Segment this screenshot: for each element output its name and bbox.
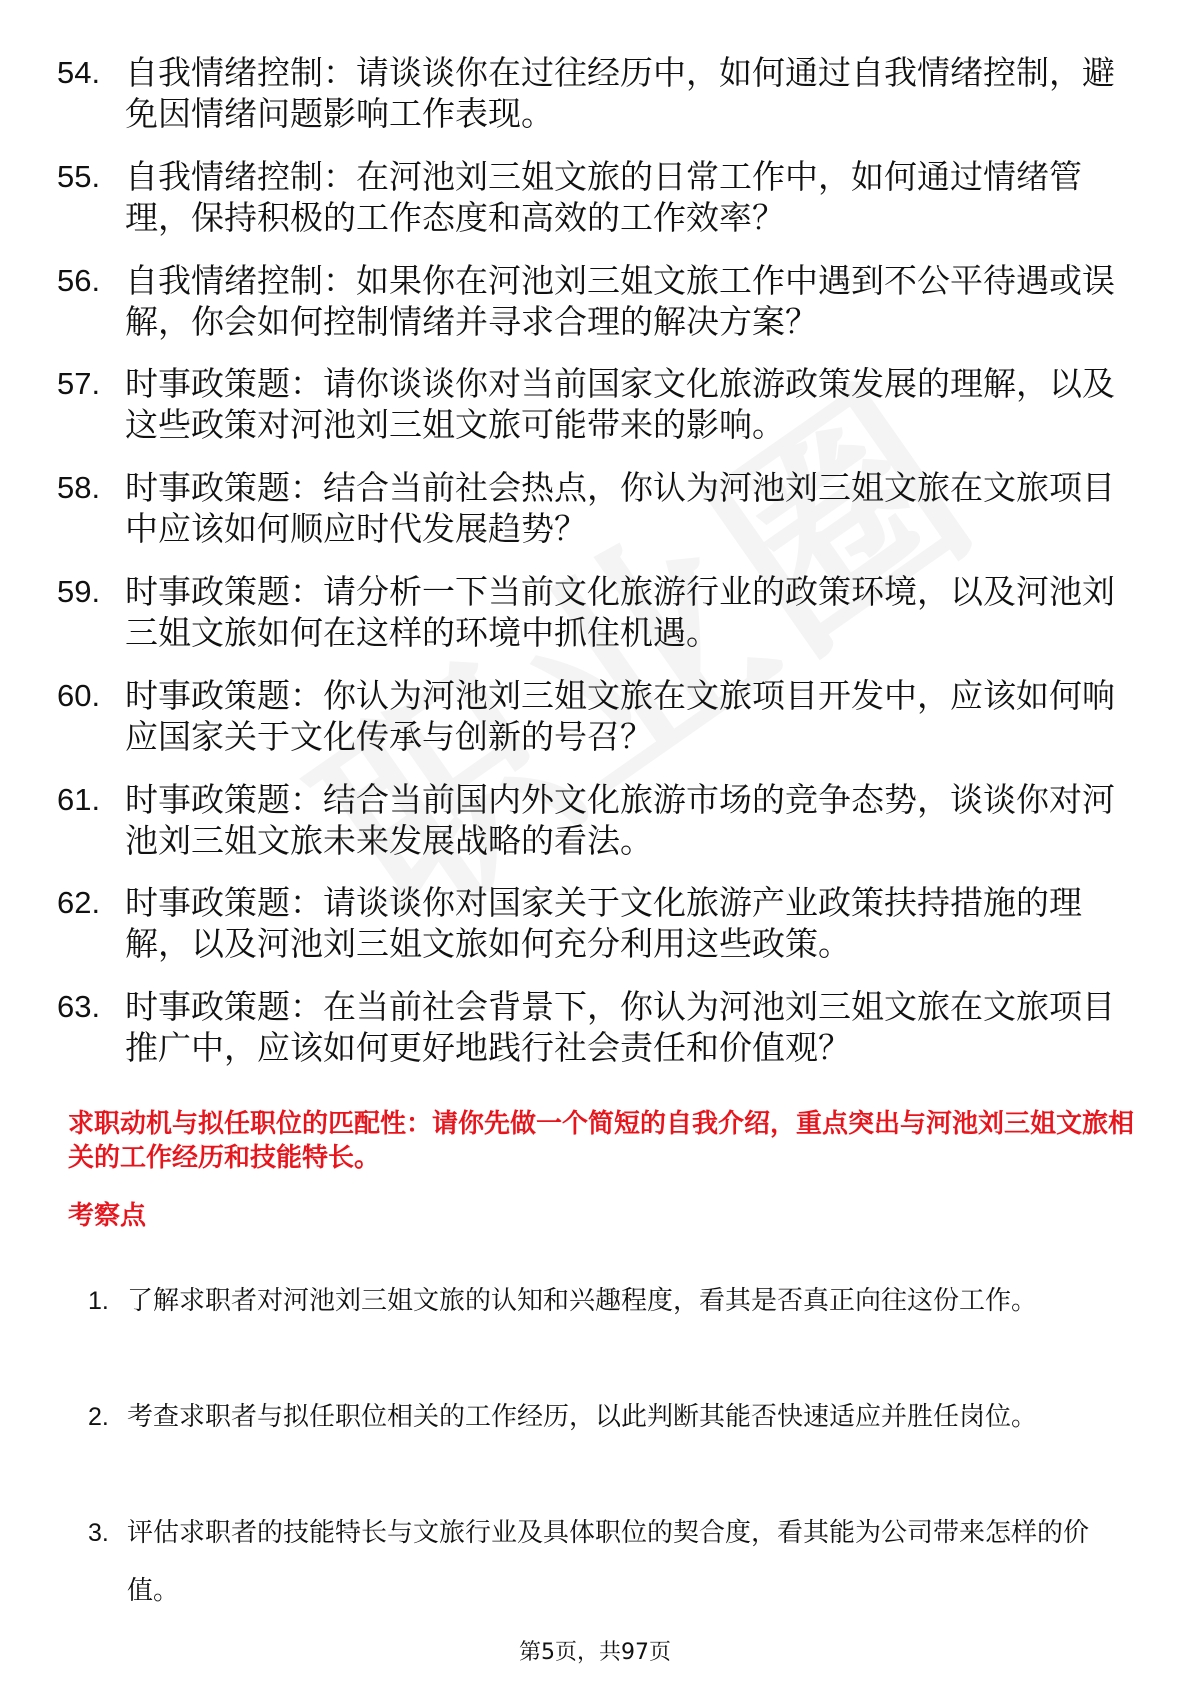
question-item: [0, 363, 1190, 467]
question-item: [0, 571, 1190, 675]
question-number: 60.: [57, 677, 101, 713]
assessment-points-heading: 考察点: [68, 1201, 147, 1231]
assessment-point: [0, 1388, 1190, 1504]
point-text: 了解求职者对河池刘三姐文旅的认知和兴趣程度，看其是否真正向往这份工作。: [127, 1286, 1038, 1316]
point-text: 考查求职者与拟任职位相关的工作经历，以此判断其能否快速适应并胜任岗位。: [127, 1402, 1038, 1432]
question-number: 55.: [57, 158, 101, 194]
question-text: 时事政策题：在当前社会背景下，你认为河池刘三姐文旅在文旅项目推广中，应该如何更好地践行社会责任和价值观？: [125, 987, 1115, 1068]
question-item: [0, 467, 1190, 571]
point-text: 评估求职者的技能特长与文旅行业及具体职位的契合度，看其能为公司带来怎样的价值。: [127, 1518, 1090, 1606]
page-footer: 第5页，共97页: [519, 1640, 671, 1665]
question-text: 时事政策题：结合当前国内外文化旅游市场的竞争态势，谈谈你对河池刘三姐文旅未来发展战略的看法。: [125, 779, 1115, 860]
question-number: 56.: [57, 262, 101, 298]
question-item: [0, 675, 1190, 779]
point-number: 2.: [88, 1403, 109, 1431]
question-number: 57.: [57, 366, 101, 402]
question-number: 62.: [57, 885, 101, 921]
point-number: 1.: [88, 1287, 109, 1315]
question-number: 63.: [57, 989, 101, 1025]
question-number: 61.: [57, 781, 101, 817]
question-text: 时事政策题：请分析一下当前文化旅游行业的政策环境，以及河池刘三姐文旅如何在这样的环境中抓住机遇。: [125, 571, 1115, 652]
assessment-points-list: [0, 1272, 1190, 1620]
question-text: 时事政策题：请你谈谈你对当前国家文化旅游政策发展的理解，以及这些政策对河池刘三姐文旅可能带来的影响。: [125, 364, 1115, 445]
question-item: [0, 260, 1190, 364]
assessment-point: [0, 1504, 1190, 1620]
question-item: [0, 156, 1190, 260]
question-text: 自我情绪控制：在河池刘三姐文旅的日常工作中，如何通过情绪管理，保持积极的工作态度和高效的工作效率？: [125, 156, 1082, 237]
question-item: [0, 986, 1190, 1090]
question-number: 59.: [57, 573, 101, 609]
question-text: 时事政策题：结合当前社会热点，你认为河池刘三姐文旅在文旅项目中应该如何顺应时代发展趋势？: [125, 468, 1115, 549]
question-item: [0, 882, 1190, 986]
section-heading: 求职动机与拟任职位的匹配性：请你先做一个简短的自我介绍，重点突出与河池刘三姐文旅相关的工作经历和技能特长。: [68, 1109, 1135, 1173]
question-number: 54.: [57, 55, 101, 90]
question-number: 58.: [57, 470, 101, 506]
assessment-point: [0, 1272, 1190, 1388]
question-item: [0, 779, 1190, 883]
question-text: 自我情绪控制：如果你在河池刘三姐文旅工作中遇到不公平待遇或误解，你会如何控制情绪并寻求合理的解决方案？: [125, 260, 1115, 341]
question-text: 自我情绪控制：请谈谈你在过往经历中，如何通过自我情绪控制，避免因情绪问题影响工作表现。: [125, 53, 1115, 133]
point-number: 3.: [88, 1519, 109, 1547]
question-text: 时事政策题：你认为河池刘三姐文旅在文旅项目开发中，应该如何响应国家关于文化传承与创新的号召？: [125, 675, 1115, 756]
question-item: [0, 52, 1190, 156]
question-list: [0, 52, 1190, 1090]
question-text: 时事政策题：请谈谈你对国家关于文化旅游产业政策扶持措施的理解，以及河池刘三姐文旅如何充分利用这些政策。: [125, 883, 1082, 964]
